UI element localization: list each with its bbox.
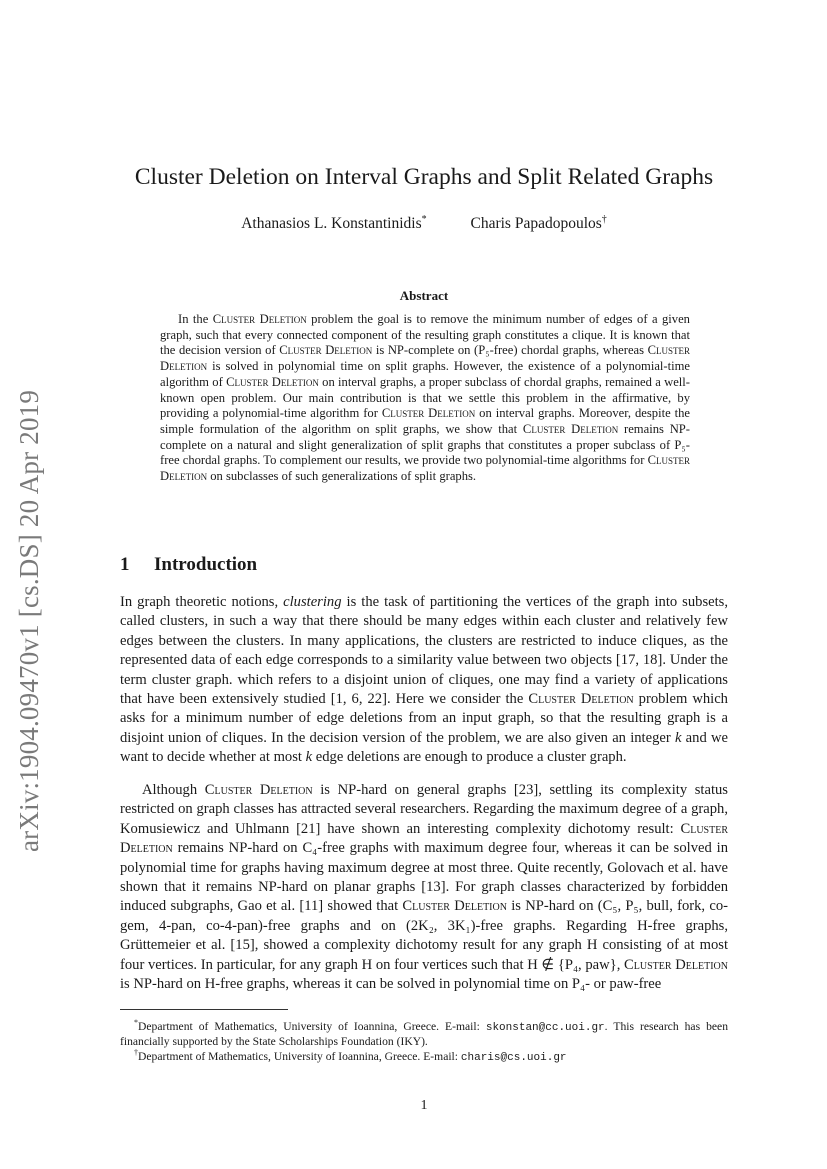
problem-name: Cluster Deletion: [279, 343, 373, 358]
author: [470, 215, 606, 232]
author: [241, 215, 426, 232]
footnote-mark: †: [134, 1048, 138, 1057]
problem-name: Cluster Deletion: [204, 782, 313, 798]
problem-name: Cluster Deletion: [381, 406, 476, 421]
page-number: 1: [420, 1098, 428, 1113]
section-title: Introduction: [154, 554, 258, 575]
arxiv-identifier: arXiv:1904.09470v1 [cs.DS] 20 Apr 2019: [14, 389, 44, 852]
emphasis: clustering: [283, 594, 342, 610]
body-paragraph: In graph theoretic notions, clustering is the task of partitioning the vertices of the graph into subsets, called clusters, in such a way that there should be many edges within each cluster and relatively few edges between the clusters. In many applications, the clusters are restricted to induce cliques, as the represented data of each edge corresponds to a similarity value between two objects [17, 18]. Under the term cluster graph. which refers to a disjoint union of cliques, one may find a variety of applications that have been extensively studied [1, 6, 22]. Here we consider the Cluster Deletion problem which asks for a minimum number of edge deletions from an input graph, so that the resulting graph is a disjoint union of cliques. In the decision version of the problem, we are also given an integer k and we want to decide whether at most k edge deletions are enough to produce a cluster graph.: [120, 594, 728, 766]
problem-name: Cluster Deletion: [226, 374, 319, 389]
footnote-text: . This research has been financially supported by the State Scholarships Foundation (IKY).: [120, 1019, 728, 1049]
problem-name: Cluster Deletion: [624, 956, 728, 973]
emphasis: k: [305, 749, 313, 766]
footnote: [120, 1016, 728, 1050]
body-paragraph: Although Cluster Deletion is NP-hard on general graphs [23], settling its complexity status restricted on graph classes has attracted several researchers. Regarding the maximum degree of a graph, Komusiewicz and Uhlmann [21] have shown an interesting complexity dichotomy result: Cluster Deletion remains NP-hard on C₄-free graphs with maximum degree four, whereas it can be solved in polynomial time for graphs having maximum degree at most three. Quite recently, Golovach et al. have shown that it remains NP-hard on planar graphs [13]. For graph classes characterized by forbidden induced subgraphs, Gao et al. [11] showed that Cluster Deletion is NP-hard on (C₅, P₅, bull, fork, co-gem, 4-pan, co-4-pan)-free graphs and on (2K₂, 3K₁)-free graphs. Regarding H-free graphs, Grüttemeier et al. [15], showed a complexity dichotomy result for any graph H consisting of at most four vertices. In particular, for any graph H on four vertices such that H ∉ {P₄, paw}, Cluster Deletion is NP-hard on H-free graphs, whereas it can be solved in polynomial time on P₄- or paw-free: [120, 782, 728, 993]
problem-name: Cluster Deletion: [522, 421, 619, 436]
author-list: [120, 214, 728, 233]
author-footnote-mark[interactable]: *: [421, 214, 427, 225]
abstract-heading: Abstract: [399, 288, 449, 303]
footnote-text: Department of Mathematics, University of Ioannina, Greece. E-mail:: [138, 1019, 486, 1033]
problem-name: Cluster Deletion: [212, 312, 307, 326]
problem-name: Cluster Deletion: [120, 820, 728, 857]
paper-title: Cluster Deletion on Interval Graphs and Split Related Graphs: [134, 164, 714, 190]
problem-name: Cluster Deletion: [160, 453, 690, 484]
problem-name: Cluster Deletion: [528, 691, 634, 708]
email-link[interactable]: skonstan@cc.uoi.gr: [485, 1021, 605, 1034]
abstract-text: In the Cluster Deletion problem the goal is to remove the minimum number of edges of a given graph, such that every connected component of the resulting graph constitutes a clique. It is known that the decision version of Cluster Deletion is NP-complete on (P₅-free) chordal graphs, whereas Cluster Deletion is solved in polynomial time on split graphs. However, the existence of a polynomial-time algorithm of Cluster Deletion on interval graphs, a proper subclass of chordal graphs, remained a well-known open problem. Our main contribution is that we settle this problem in the affirmative, by providing a polynomial-time algorithm for Cluster Deletion on interval graphs. Moreover, despite the simple formulation of the algorithm on split graphs, we show that Cluster Deletion remains NP-complete on a natural and slight generalization of split graphs that constitutes a proper subclass of P₅-free chordal graphs. To complement our results, we provide two polynomial-time algorithms for Cluster Deletion on subclasses of such generalizations of split graphs.: [160, 312, 690, 484]
author-name: Charis Papadopoulos: [470, 215, 602, 233]
footnote-text: Department of Mathematics, University of Ioannina, Greece. E-mail:: [138, 1049, 461, 1063]
footnote: [120, 1046, 728, 1065]
section-number: 1: [120, 554, 130, 575]
author-footnote-mark[interactable]: †: [601, 214, 607, 225]
problem-name: Cluster Deletion: [402, 898, 507, 915]
email-link[interactable]: charis@cs.uoi.gr: [460, 1051, 567, 1064]
emphasis: k: [674, 729, 682, 746]
problem-name: Cluster Deletion: [160, 343, 690, 374]
footnote-rule: [120, 1009, 288, 1010]
section-heading: [120, 554, 728, 576]
author-name: Athanasios L. Konstantinidis: [241, 215, 422, 233]
footnote-mark: *: [134, 1018, 138, 1027]
